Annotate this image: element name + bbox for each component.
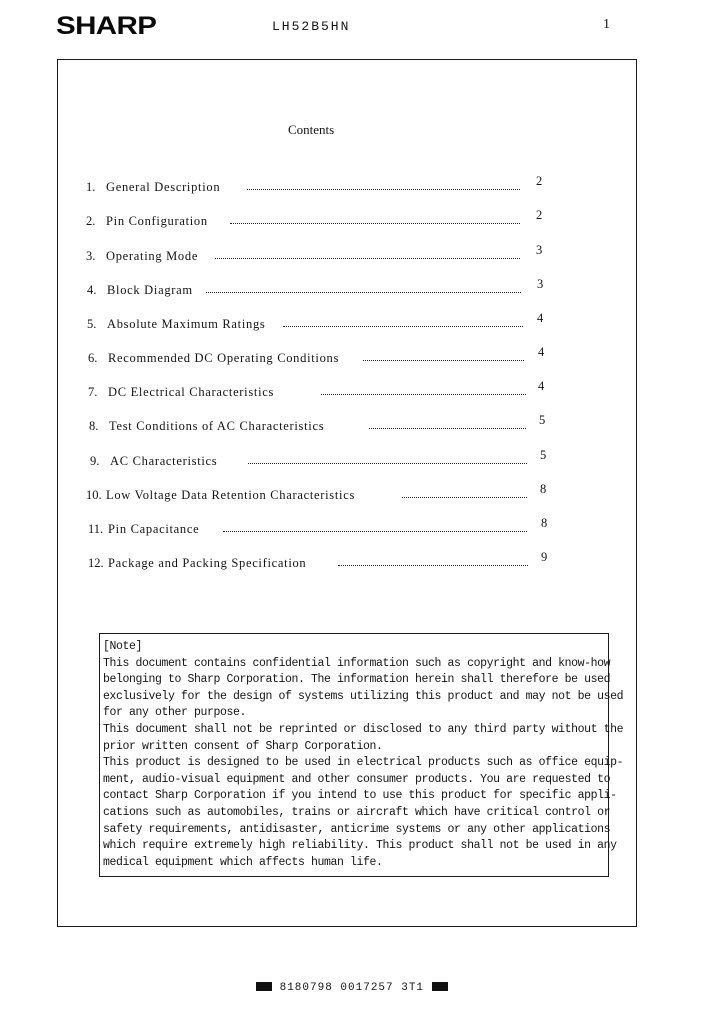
note-line: cations such as automobiles, trains or aircraft which have critical control or (103, 806, 611, 819)
toc-label: Pin Configuration (106, 214, 208, 228)
note-line: [Note] (103, 640, 143, 653)
toc-leader-dots (215, 258, 520, 259)
toc-item (87, 311, 549, 333)
toc-label: General Description (106, 180, 221, 194)
toc-page-number: 4 (538, 345, 545, 359)
toc-page-number: 2 (536, 174, 543, 188)
toc-page-number: 2 (536, 208, 543, 222)
contents-title: Contents (288, 122, 335, 137)
toc-page-number: 9 (541, 550, 548, 564)
note-line: prior written consent of Sharp Corporation. (103, 739, 383, 753)
note-line: which require extremely high reliability. This product shall not be used in any (103, 839, 617, 853)
barcode-mark-right (432, 982, 448, 991)
toc-leader-dots (283, 326, 523, 327)
footer-code-text: 8180798 0017257 3T1 (279, 982, 425, 994)
toc-item (88, 345, 550, 367)
toc-page-number: 3 (536, 243, 543, 257)
toc-item (87, 277, 549, 299)
toc-number: 1. (86, 180, 96, 194)
toc-item (86, 174, 548, 196)
note-line: exclusively for the design of systems utilizing this product and may not be used (103, 689, 624, 703)
toc-page-number: 5 (540, 448, 547, 462)
toc-item (86, 243, 548, 265)
note-line: belonging to Sharp Corporation. The information herein shall therefore be used (103, 673, 611, 687)
toc-number: 11. (88, 522, 104, 536)
toc-number: 2. (86, 214, 96, 228)
note-line: contact Sharp Corporation if you intend to use this product for specific appli- (103, 789, 617, 803)
toc-label: DC Electrical Characteristics (108, 385, 275, 399)
note-line: This document shall not be reprinted or disclosed to any third party without the (103, 723, 624, 736)
barcode-mark-left (256, 982, 272, 991)
toc-leader-dots (223, 531, 527, 532)
toc-number: 10. (86, 488, 102, 502)
toc-label: Test Conditions of AC Characteristics (109, 419, 325, 433)
toc-number: 6. (88, 351, 98, 365)
toc-leader-dots (230, 223, 520, 224)
toc-item (88, 516, 553, 538)
toc-leader-dots (321, 394, 526, 395)
toc-item (88, 379, 550, 401)
toc-leader-dots (248, 463, 527, 464)
note-line: for any other purpose. (103, 706, 247, 720)
sharp-logo: SHARP (56, 12, 157, 40)
toc-label: Block Diagram (107, 283, 193, 297)
toc-page-number: 8 (540, 482, 547, 496)
toc-label: Recommended DC Operating Conditions (108, 351, 340, 365)
toc-number: 7. (88, 385, 98, 399)
note-line: This product is designed to be used in electrical products such as office equip- (103, 756, 624, 770)
toc-number: 9. (90, 454, 100, 468)
note-line: safety requirements, antidisaster, anticrime systems or any other applications (103, 822, 611, 836)
toc-label: AC Characteristics (110, 454, 218, 468)
toc-number: 4. (87, 283, 97, 297)
note-line: ment, audio-visual equipment and other consumer products. You are requested to (103, 772, 611, 786)
toc-number: 3. (86, 249, 96, 263)
note-line: This document contains confidential information such as copyright and know-how (103, 656, 611, 670)
toc-item (89, 413, 551, 435)
toc-leader-dots (369, 428, 526, 429)
toc-page-number: 4 (537, 311, 544, 325)
toc-item (88, 550, 553, 572)
toc-item (86, 482, 552, 504)
toc-label: Low Voltage Data Retention Characteristics (106, 488, 356, 502)
toc-label: Pin Capacitance (108, 522, 200, 536)
toc-item (90, 448, 552, 470)
note-line: medical equipment which affects human life. (103, 855, 383, 869)
toc-label: Package and Packing Specification (108, 556, 307, 570)
toc-leader-dots (206, 292, 521, 293)
part-number: LH52B5HN (272, 19, 351, 34)
toc-label: Operating Mode (106, 249, 199, 263)
toc-page-number: 8 (541, 516, 548, 530)
toc-item (86, 208, 548, 230)
toc-leader-dots (338, 565, 528, 566)
toc-leader-dots (247, 189, 520, 190)
toc-number: 8. (89, 419, 99, 433)
toc-page-number: 4 (538, 379, 545, 393)
page-number: 1 (603, 17, 610, 32)
toc-leader-dots (402, 497, 527, 498)
footer-barcode (256, 982, 448, 994)
toc-label: Absolute Maximum Ratings (107, 317, 266, 331)
toc-number: 5. (87, 317, 97, 331)
toc-page-number: 3 (537, 277, 544, 291)
toc-page-number: 5 (539, 413, 546, 427)
toc-leader-dots (363, 360, 524, 361)
toc-number: 12. (88, 556, 104, 570)
